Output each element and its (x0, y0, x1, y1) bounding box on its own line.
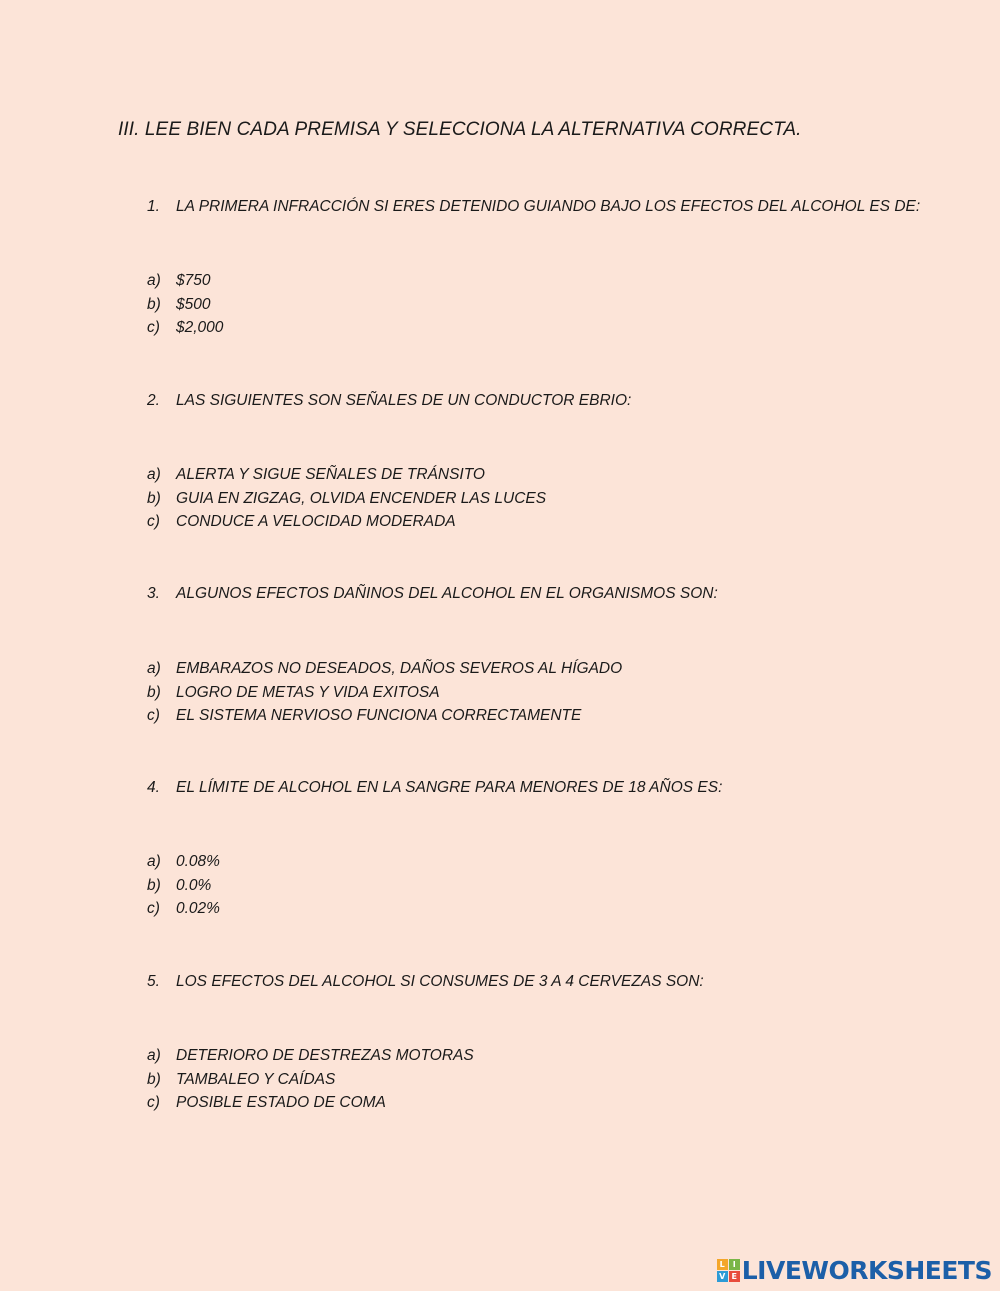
option-letter: c) (147, 319, 160, 337)
logo-block-l: L (717, 1259, 728, 1270)
option-4a[interactable] (147, 850, 220, 874)
question-text: LOS EFECTOS DEL ALCOHOL SI CONSUMES DE 3 A 4 CERVEZAS SON: (176, 973, 704, 990)
logo-block-i: I (729, 1259, 740, 1270)
question-4 (147, 779, 722, 797)
option-letter: a) (147, 853, 161, 870)
option-letter: c) (147, 707, 160, 725)
question-number: 3. (147, 585, 160, 602)
option-text: 0.02% (176, 900, 220, 918)
option-3a[interactable] (147, 657, 622, 681)
option-2b[interactable] (147, 487, 546, 511)
option-4b[interactable] (147, 874, 220, 898)
question-1 (147, 198, 920, 216)
option-text: $2,000 (176, 319, 224, 337)
option-5a[interactable] (147, 1044, 474, 1068)
question-2 (147, 392, 631, 410)
option-text: DETERIORO DE DESTREZAS MOTORAS (176, 1047, 474, 1064)
question-text: ALGUNOS EFECTOS DAÑINOS DEL ALCOHOL EN EL ORGANISMOS SON: (176, 585, 718, 602)
option-letter: b) (147, 683, 161, 701)
logo-text: LIVEWORKSHEETS (741, 1255, 992, 1285)
option-text: POSIBLE ESTADO DE COMA (176, 1094, 386, 1112)
option-text: LOGRO DE METAS Y VIDA EXITOSA (176, 683, 440, 701)
question-text: LAS SIGUIENTES SON SEÑALES DE UN CONDUCTOR EBRIO: (176, 392, 632, 409)
option-2c[interactable] (147, 510, 546, 534)
option-text: CONDUCE A VELOCIDAD MODERADA (176, 513, 456, 531)
options-list-4 (147, 850, 220, 921)
page-heading: III. LEE BIEN CADA PREMISA Y SELECCIONA LA ALTERNATIVA CORRECTA. (118, 119, 802, 140)
question-text: EL LÍMITE DE ALCOHOL EN LA SANGRE PARA MENORES DE 18 AÑOS ES: (176, 779, 723, 796)
options-list-1 (147, 269, 223, 340)
option-letter: b) (147, 295, 161, 313)
question-number: 4. (147, 779, 160, 796)
option-text: $750 (176, 272, 211, 289)
question-3 (147, 585, 718, 603)
option-text: EMBARAZOS NO DESEADOS, DAÑOS SEVEROS AL HÍGADO (176, 660, 623, 677)
option-letter: c) (147, 1094, 160, 1112)
option-letter: a) (147, 466, 161, 483)
question-5 (147, 973, 704, 991)
option-text: 0.0% (176, 876, 212, 894)
option-5b[interactable] (147, 1068, 474, 1092)
option-text: $500 (176, 295, 211, 313)
options-list-2 (147, 463, 546, 534)
option-1c[interactable] (147, 316, 223, 340)
option-text: GUIA EN ZIGZAG, OLVIDA ENCENDER LAS LUCES (176, 489, 547, 507)
option-text: ALERTA Y SIGUE SEÑALES DE TRÁNSITO (176, 466, 485, 483)
option-3c[interactable] (147, 704, 622, 728)
options-list-5 (147, 1044, 474, 1115)
option-3b[interactable] (147, 681, 622, 705)
options-list-3 (147, 657, 622, 728)
option-text: TAMBALEO Y CAÍDAS (176, 1070, 336, 1088)
option-letter: b) (147, 1070, 161, 1088)
option-4c[interactable] (147, 897, 220, 921)
question-number: 5. (147, 973, 160, 990)
question-number: 2. (147, 392, 160, 409)
option-letter: a) (147, 1047, 161, 1064)
option-2a[interactable] (147, 463, 546, 487)
option-letter: c) (147, 900, 160, 918)
option-5c[interactable] (147, 1091, 474, 1115)
option-letter: c) (147, 513, 160, 531)
logo-block-e: E (729, 1271, 740, 1282)
option-text: EL SISTEMA NERVIOSO FUNCIONA CORRECTAMENTE (176, 707, 582, 725)
option-1b[interactable] (147, 293, 223, 317)
logo-block-v: V (717, 1271, 728, 1282)
option-text: 0.08% (176, 853, 220, 870)
option-letter: a) (147, 272, 161, 289)
logo-blocks-icon (717, 1259, 740, 1282)
liveworksheets-logo[interactable] (717, 1255, 992, 1285)
question-text: LA PRIMERA INFRACCIÓN SI ERES DETENIDO GUIANDO BAJO LOS EFECTOS DEL ALCOHOL ES DE: (176, 198, 921, 215)
option-letter: a) (147, 660, 161, 677)
option-1a[interactable] (147, 269, 223, 293)
option-letter: b) (147, 489, 161, 507)
option-letter: b) (147, 876, 161, 894)
question-number: 1. (147, 198, 160, 215)
